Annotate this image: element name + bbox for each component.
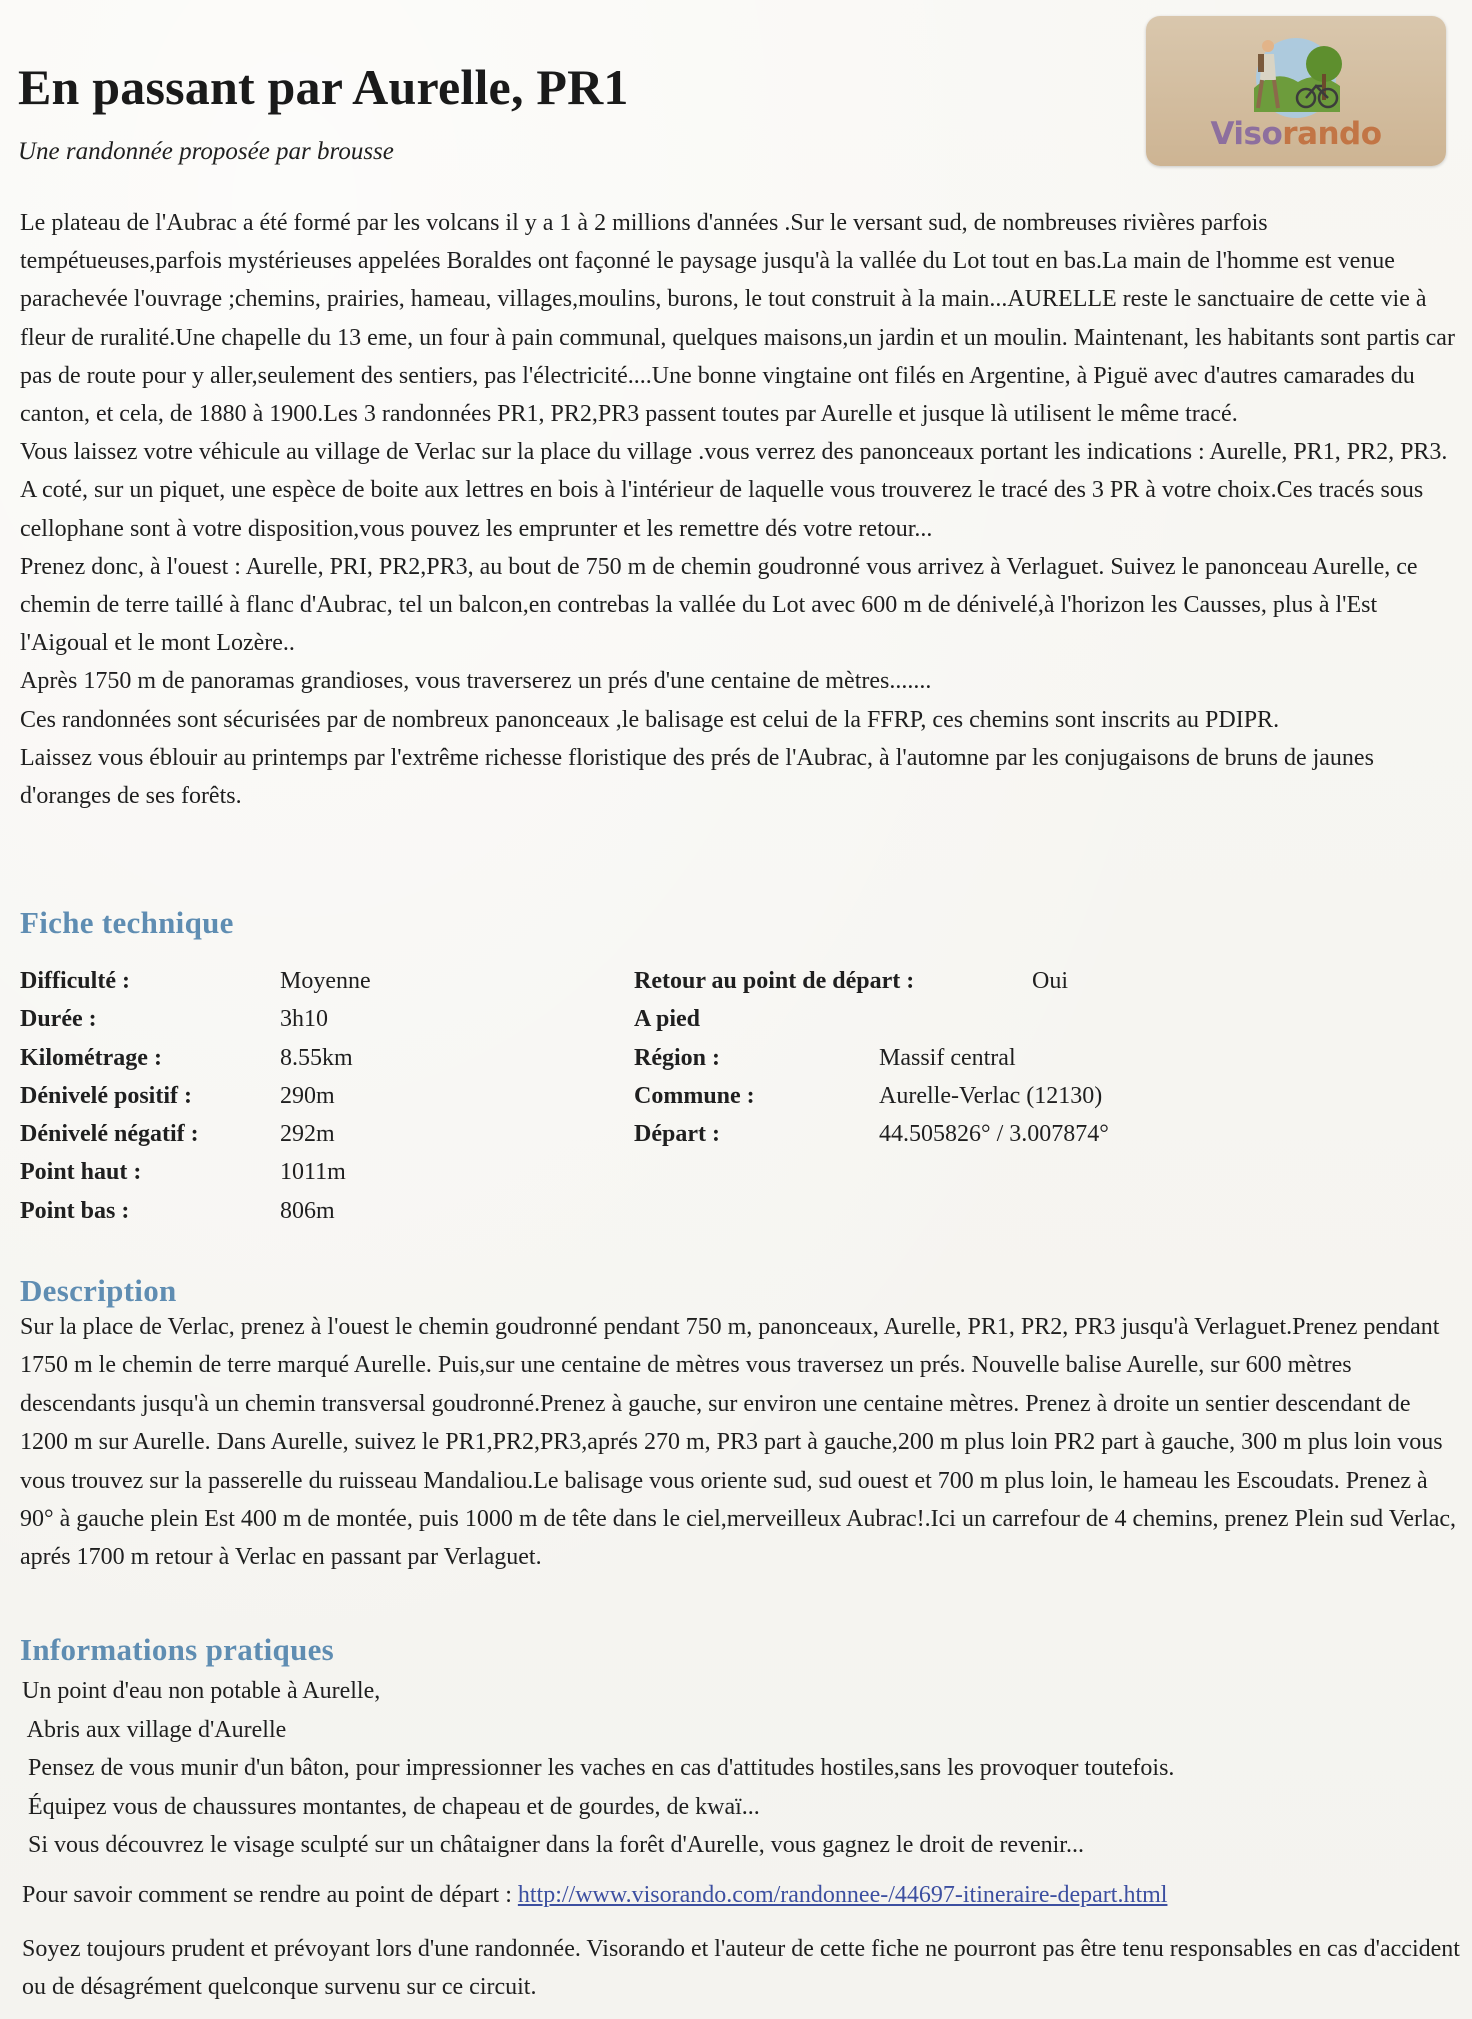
fiche-label: Dénivelé négatif : xyxy=(20,1121,199,1148)
intro-paragraph: Après 1750 m de panoramas grandioses, vous traverserez un prés d'une centaine de mètres....... xyxy=(20,668,932,695)
page-title: En passant par Aurelle, PR1 xyxy=(18,59,629,115)
fiche-label: Départ : xyxy=(634,1121,720,1148)
fiche-value: 1011m xyxy=(280,1159,346,1186)
fiche-value: 3h10 xyxy=(280,1006,328,1033)
intro-paragraph: Le plateau de l'Aubrac a été formé par les volcans il y a 1 à 2 millions d'années .Sur le versant sud, de nombreuses rivières parfois tempétueuses,parfois mystérieuses appelées Boraldes ont façonné le paysage jusqu'à la vallée du Lot tout en bas.La main de l'homme est venue parachevée l'ouvrage ;chemins, prairies, hameau, villages,moulins, burons, le tout construit à la main...AURELLE reste le sanctuaire de cette vie à fleur de ruralité.Une chapelle du 13 eme, un four à pain communal, quelques maisons,un jardin et un moulin. Maintenant, les habitants sont partis car pas de route pour y aller,seulement des sentiers, pas l'électricité....Une bonne vingtaine ont filés en Argentine, à Piguë avec d'autres camarades du canton, et cela, de 1880 à 1900.Les 3 randonnées PR1, PR2,PR3 passent toutes par Aurelle et jusque là utilisent le même tracé. xyxy=(20,210,1455,428)
intro-paragraph: Prenez donc, à l'ouest : Aurelle, PRI, PR2,PR3, au bout de 750 m de chemin goudronné vous arrivez à Verlaguet. Suivez le panonceau Aurelle, ce chemin de terre taillé à flanc d'Aubrac, tel un balcon,en contrebas la vallée du Lot avec 600 m de dénivelé,à l'horizon les Causses, plus à l'Est l'Aigoual et le mont Lozère.. xyxy=(20,553,1418,657)
intro-paragraph: Ces randonnées sont sécurisées par de nombreux panonceaux ,le balisage est celui de la FFRP, ces chemins sont inscrits au PDIPR. xyxy=(20,706,1280,733)
fiche-label: Commune : xyxy=(634,1082,755,1109)
fiche-row-duree xyxy=(20,1000,371,1038)
fiche-row-retour xyxy=(634,962,1109,1000)
info-line: Pensez de vous munir d'un bâton, pour impressionner les vaches en cas d'attitudes hostiles,sans les provoquer toutefois. xyxy=(22,1755,1175,1782)
intro-paragraph: Laissez vous éblouir au printemps par l'extrême richesse floristique des prés de l'Aubrac, à l'automne par les conjugaisons de bruns de jaunes d'oranges de ses forêts. xyxy=(20,744,1374,810)
disclaimer-text: Soyez toujours prudent et prévoyant lors d'une randonnée. Visorando et l'auteur de cette fiche ne pourront pas être tenu responsables en cas d'accident ou de désagrément quelconque survenu sur ce circuit. xyxy=(22,1936,1460,2001)
fiche-right-column xyxy=(634,962,1109,1153)
fiche-row-denivele-positif xyxy=(20,1077,371,1115)
fiche-label: Point haut : xyxy=(20,1159,142,1186)
fiche-value: 292m xyxy=(280,1121,335,1148)
fiche-label: Retour au point de départ : xyxy=(634,968,915,994)
intro-text xyxy=(20,204,1460,815)
fiche-label: Dénivelé positif : xyxy=(20,1082,192,1109)
fiche-value: Aurelle-Verlac (12130) xyxy=(879,1082,1103,1109)
informations-pratiques-heading: Informations pratiques xyxy=(20,1632,335,1667)
fiche-label: Point bas : xyxy=(20,1197,130,1224)
fiche-value: Oui xyxy=(1032,968,1068,994)
fiche-row-a-pied xyxy=(634,1000,1109,1038)
fiche-value: 44.505826° / 3.007874° xyxy=(879,1121,1109,1148)
visorando-logo xyxy=(1146,16,1446,166)
fiche-label: Kilométrage : xyxy=(20,1044,162,1071)
fiche-left-column xyxy=(20,962,371,1230)
description-heading: Description xyxy=(20,1273,177,1308)
info-line: Abris aux village d'Aurelle xyxy=(22,1716,287,1743)
itinerary-link[interactable]: http://www.visorando.com/randonnee-/44697-itineraire-depart.html xyxy=(517,1882,1168,1908)
fiche-value: 8.55km xyxy=(280,1044,353,1071)
fiche-row-difficulte xyxy=(20,962,371,1000)
description-text: Sur la place de Verlac, prenez à l'ouest le chemin goudronné pendant 750 m, panonceaux, Aurelle, PR1, PR2, PR3 jusqu'à Verlaguet.Prenez pendant 1750 m le chemin de terre marqué Aurelle. Puis,sur une centaine de mètres vous traversez un prés. Nouvelle balise Aurelle, sur 600 mètres descendants jusqu'à un chemin transversal goudronné.Prenez à gauche, sur environ une centaine mètres. Prenez à droite un sentier descendant de 1200 m sur Aurelle. Dans Aurelle, suivez le PR1,PR2,PR3,aprés 270 m, PR3 part à gauche,200 m plus loin PR2 part à gauche, 300 m plus loin vous vous trouvez sur la passerelle du ruisseau Mandaliou.Le balisage vous oriente sud, sud ouest et 700 m plus loin, le hameau les Escoudats. Prenez à 90° à gauche plein Est 400 m de montée, puis 1000 m de tête dans le ciel,merveilleux Aubrac!.Ici un carrefour de 4 chemins, prenez Plein sud Verlac, aprés 1700 m retour à Verlac en passant par Verlaguet. xyxy=(20,1314,1457,1571)
info-line: Un point d'eau non potable à Aurelle, xyxy=(22,1678,381,1704)
access-prefix: Pour savoir comment se rendre au point de départ : xyxy=(22,1882,518,1908)
fiche-value: 806m xyxy=(280,1197,335,1224)
fiche-row-commune xyxy=(634,1077,1109,1115)
fiche-row-point-bas xyxy=(20,1192,371,1230)
fiche-technique-heading: Fiche technique xyxy=(20,905,234,940)
fiche-value: Moyenne xyxy=(280,968,371,994)
fiche-label: Région : xyxy=(634,1044,720,1071)
fiche-row-depart xyxy=(634,1115,1109,1153)
fiche-row-point-haut xyxy=(20,1153,371,1191)
logo-wordmark: Visorando xyxy=(1210,116,1382,152)
access-note xyxy=(22,1876,1462,1914)
page-subtitle: Une randonnée proposée par brousse xyxy=(18,138,394,165)
fiche-value: Massif central xyxy=(879,1044,1016,1071)
intro-paragraph: Vous laissez votre véhicule au village de Verlac sur la place du village .vous verrez des panonceaux portant les indications : Aurelle, PR1, PR2, PR3. A coté, sur un piquet, une espèce de boite aux lettres en bois à l'intérieur de laquelle vous trouverez le tracé des 3 PR à votre choix.Ces tracés sous cellophane sont à votre disposition,vous pouvez les emprunter et les remettre dés votre retour... xyxy=(20,439,1448,542)
fiche-value: 290m xyxy=(280,1082,335,1109)
fiche-label: Durée : xyxy=(20,1006,97,1033)
fiche-row-kilometrage xyxy=(20,1039,371,1077)
fiche-row-denivele-negatif xyxy=(20,1115,371,1153)
informations-pratiques-list xyxy=(22,1672,1462,1865)
info-line: Si vous découvrez le visage sculpté sur un châtaigner dans la forêt d'Aurelle, vous gagnez le droit de revenir... xyxy=(22,1832,1084,1859)
info-line: Équipez vous de chaussures montantes, de chapeau et de gourdes, de kwaï... xyxy=(22,1793,760,1820)
fiche-row-region xyxy=(634,1039,1109,1077)
fiche-label: Difficulté : xyxy=(20,968,130,994)
fiche-label: A pied xyxy=(634,1006,701,1033)
